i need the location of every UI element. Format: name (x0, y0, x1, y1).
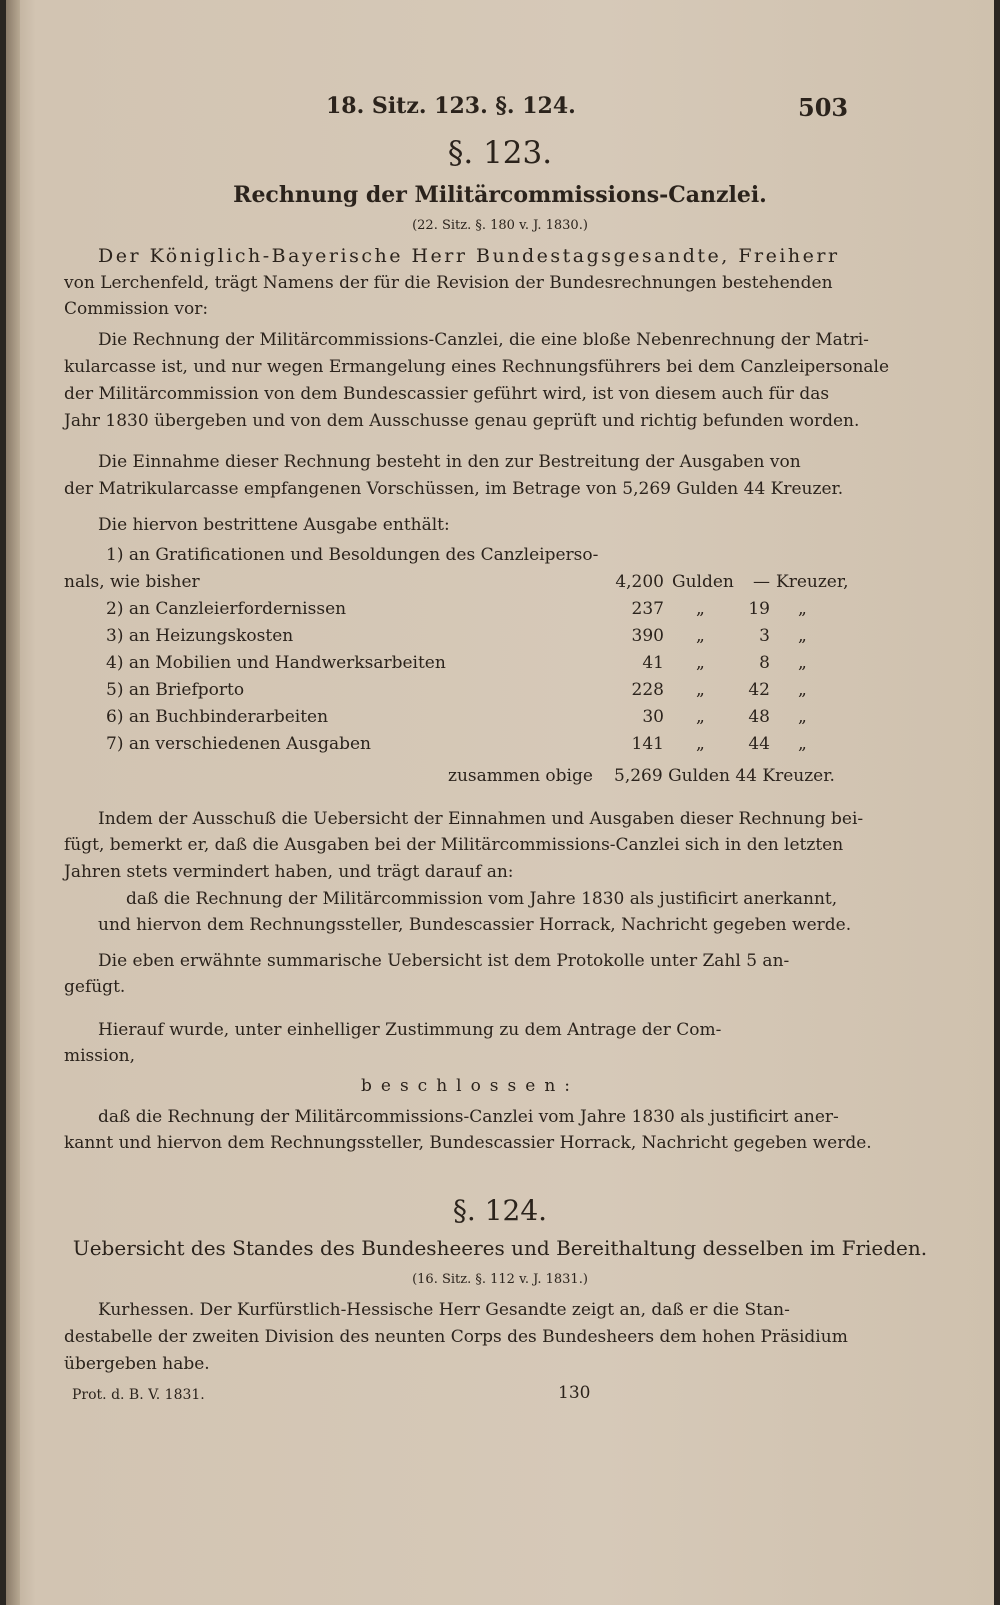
expense-gulden-unit: „ (696, 626, 705, 646)
expense-kreuzer: 3 (759, 626, 770, 646)
resolution-line-1: daß die Rechnung der Militärcommissions-Canzlei vom Jahre 1830 als justificirt aner- (98, 1107, 839, 1127)
expense-row (6, 572, 994, 598)
expense-label: 2) an Canzleierfordernissen (106, 599, 347, 619)
section-124-line-1: Kurhessen. Der Kurfürstlich-Hessische Herr Gesandte zeigt an, daß er die Stan- (98, 1300, 790, 1320)
section-124-reference: (16. Sitz. §. 112 v. J. 1831.) (412, 1272, 588, 1287)
section-124-heading: §. 124. (452, 1194, 548, 1227)
total-label: zusammen obige (448, 766, 593, 786)
expense-kreuzer: 8 (759, 653, 770, 673)
paragraph-6-line-1: Die eben erwähnte summarische Uebersicht ist dem Protokolle unter Zahl 5 an- (98, 951, 790, 971)
resolution-line-2: kannt und hiervon dem Rechnungssteller, Bundescassier Horrack, Nachricht gegeben werde. (64, 1133, 872, 1153)
expense-kreuzer: — (753, 572, 770, 592)
resolution-heading: beschlossen: (361, 1076, 579, 1096)
page-edge-shadow (6, 0, 20, 1605)
section-124-line-3: übergeben habe. (64, 1354, 210, 1374)
expense-gulden-unit: „ (696, 653, 705, 673)
intro-line-2: von Lerchenfeld, trägt Namens der für die Revision der Bundesrechnungen bestehenden (64, 273, 833, 293)
footer-signature: Prot. d. B. V. 1831. (72, 1387, 205, 1403)
expense-row (6, 734, 994, 760)
expense-item-1-line-1: 1) an Gratificationen und Besoldungen des Canzleiperso- (106, 545, 599, 565)
expense-row (6, 707, 994, 733)
expense-gulden: 390 (631, 626, 664, 646)
paragraph-4-line-3: Jahren stets vermindert haben, und trägt darauf an: (64, 862, 514, 882)
expense-gulden: 141 (631, 734, 664, 754)
expense-gulden-unit: Gulden (672, 572, 734, 592)
expense-label: 5) an Briefporto (106, 680, 245, 700)
document-page (6, 0, 994, 1605)
paragraph-1-line-1: Die Rechnung der Militärcommissions-Canzlei, die eine bloße Nebenrechnung der Matri- (98, 330, 869, 350)
section-123-reference: (22. Sitz. §. 180 v. J. 1830.) (412, 218, 588, 233)
total-value: 5,269 Gulden 44 Kreuzer. (614, 766, 835, 786)
intro-line-3: Commission vor: (64, 299, 209, 319)
expense-gulden: 237 (631, 599, 664, 619)
proposal-line-2: und hiervon dem Rechnungssteller, Bundescassier Horrack, Nachricht gegeben werde. (98, 915, 852, 935)
expense-kreuzer-unit: „ (798, 734, 807, 754)
expense-gulden: 4,200 (615, 572, 664, 592)
expense-kreuzer-unit: „ (798, 707, 807, 727)
paragraph-2-line-1: Die Einnahme dieser Rechnung besteht in den zur Bestreitung der Ausgaben von (98, 452, 801, 472)
footer-sheet-number: 130 (558, 1383, 591, 1403)
intro-line-1: Der Königlich-Bayerische Herr Bundestagsgesandte, Freiherr (98, 245, 840, 267)
expense-kreuzer: 42 (748, 680, 770, 700)
paragraph-4-line-1: Indem der Ausschuß die Uebersicht der Einnahmen und Ausgaben dieser Rechnung bei- (98, 809, 864, 829)
expense-label: 7) an verschiedenen Ausgaben (106, 734, 371, 754)
expense-label: 4) an Mobilien und Handwerksarbeiten (106, 653, 446, 673)
expense-gulden: 41 (642, 653, 664, 673)
expense-kreuzer-unit: „ (798, 599, 807, 619)
expense-row (6, 680, 994, 706)
section-124-line-2: destabelle der zweiten Division des neunten Corps des Bundesheers dem hohen Präsidium (64, 1327, 848, 1347)
paragraph-6-line-2: gefügt. (64, 977, 126, 997)
expense-kreuzer-unit: Kreuzer, (776, 572, 849, 592)
expense-kreuzer: 19 (748, 599, 770, 619)
expense-kreuzer: 44 (748, 734, 770, 754)
expense-kreuzer-unit: „ (798, 653, 807, 673)
expense-row (6, 599, 994, 625)
expense-label: nals, wie bisher (64, 572, 200, 592)
expense-row (6, 626, 994, 652)
expense-gulden-unit: „ (696, 599, 705, 619)
expense-total-row (6, 766, 994, 792)
expense-label: 3) an Heizungskosten (106, 626, 294, 646)
expense-kreuzer-unit: „ (798, 680, 807, 700)
expense-kreuzer: 48 (748, 707, 770, 727)
page-number: 503 (798, 93, 849, 122)
paragraph-1-line-3: der Militärcommission von dem Bundescassier geführt wird, ist von diesem auch für das (64, 384, 830, 404)
expense-gulden: 30 (642, 707, 664, 727)
section-123-heading: §. 123. (447, 135, 553, 171)
paragraph-4-line-2: fügt, bemerkt er, daß die Ausgaben bei der Militärcommissions-Canzlei sich in den letzten (64, 835, 844, 855)
expense-gulden-unit: „ (696, 707, 705, 727)
paragraph-2-line-2: der Matrikularcasse empfangenen Vorschüssen, im Betrage von 5,269 Gulden 44 Kreuzer. (64, 479, 844, 499)
section-123-title: Rechnung der Militärcommissions-Canzlei. (233, 182, 767, 208)
paragraph-7-line-2: mission, (64, 1046, 136, 1066)
section-124-title: Uebersicht des Standes des Bundesheeres und Bereithaltung desselben im Frieden. (72, 1236, 928, 1260)
paragraph-3: Die hiervon bestrittene Ausgabe enthält: (98, 515, 450, 535)
running-head: 18. Sitz. 123. §. 124. (326, 93, 576, 119)
paragraph-7-line-1: Hierauf wurde, unter einhelliger Zustimmung zu dem Antrage der Com- (98, 1020, 722, 1040)
paragraph-1-line-4: Jahr 1830 übergeben und von dem Ausschusse genau geprüft und richtig befunden worden. (64, 411, 860, 431)
expense-gulden: 228 (631, 680, 664, 700)
expense-gulden-unit: „ (696, 734, 705, 754)
expense-kreuzer-unit: „ (798, 626, 807, 646)
paragraph-1-line-2: kularcasse ist, und nur wegen Ermangelung eines Rechnungsführers bei dem Canzleipersonale (64, 357, 890, 377)
expense-label: 6) an Buchbinderarbeiten (106, 707, 329, 727)
expense-gulden-unit: „ (696, 680, 705, 700)
proposal-line-1: daß die Rechnung der Militärcommission vom Jahre 1830 als justificirt anerkannt, (126, 889, 838, 909)
expense-row (6, 653, 994, 679)
